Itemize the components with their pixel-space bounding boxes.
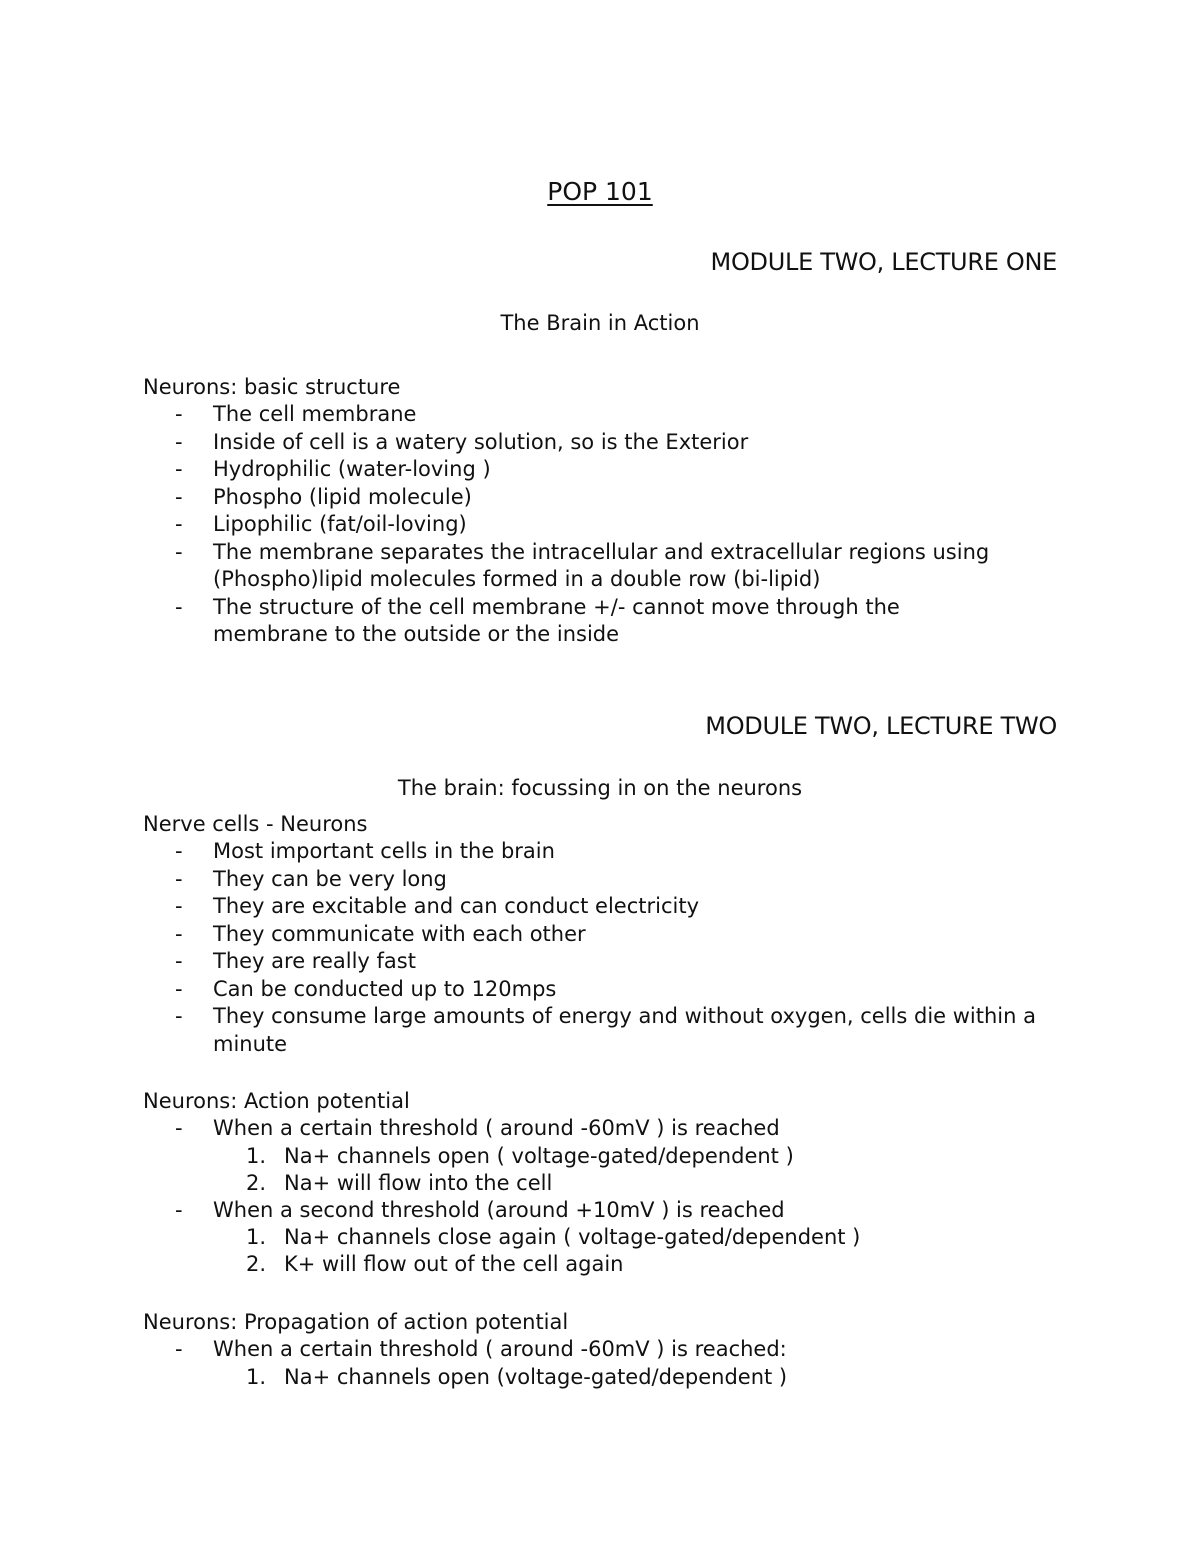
list-item: - Can be conducted up to 120mps <box>143 976 1063 1004</box>
step-number: 2. <box>246 1252 267 1276</box>
list-item: - When a second threshold (around +10mV ) is reached <box>143 1197 1063 1225</box>
step-number: 2. <box>246 1170 267 1195</box>
bullet-dash: - <box>175 539 183 564</box>
section-title: Neurons: Action potential <box>143 1089 410 1113</box>
list-item: - Phospho (lipid molecule) <box>143 484 1063 512</box>
bullet-dash: - <box>175 594 183 619</box>
bullet-dash: - <box>175 1116 183 1140</box>
bullet-dash: - <box>175 866 183 891</box>
numbered-step: 1. Na+ channels close again ( voltage-gated/dependent ) <box>246 1225 861 1249</box>
section-title: Neurons: Propagation of action potential <box>143 1310 569 1334</box>
list-item: - They communicate with each other <box>143 921 1063 949</box>
list-item: - Inside of cell is a watery solution, so is the Exterior <box>143 429 1063 457</box>
numbered-step: 1. Na+ channels open (voltage-gated/dependent ) <box>246 1364 788 1389</box>
list-item: - They consume large amounts of energy and without oxygen, cells die within a minute <box>175 1004 1036 1056</box>
bullet-dash: - <box>175 512 183 536</box>
list-item: - They are really fast <box>143 948 1063 976</box>
action-potential-section <box>143 1087 1063 1278</box>
bullet-dash: - <box>175 839 183 863</box>
list-item: - They are excitable and can conduct electricity <box>143 893 1063 921</box>
list-item: - Most important cells in the brain <box>143 838 1063 866</box>
lecture-two-subtitle: The brain: focussing in on the neurons <box>397 776 803 800</box>
bullet-dash: - <box>175 1004 183 1028</box>
list-item: - The structure of the cell membrane +/- cannot move through the membrane to the outside or the inside <box>175 594 900 646</box>
list-item: - The membrane separates the intracellular and extracellular regions using (Phospho)lipid molecules formed in a double row (bi-lipid) <box>175 539 990 591</box>
numbered-step: 2. K+ will flow out of the cell again <box>246 1252 624 1276</box>
bullet-dash: - <box>175 402 183 426</box>
step-number: 1. <box>246 1364 267 1389</box>
section-title: Nerve cells - Neurons <box>143 812 368 836</box>
list-item: - Lipophilic (fat/oil-loving) <box>143 511 1063 539</box>
bullet-dash: - <box>175 1337 183 1361</box>
bullet-dash: - <box>175 484 183 509</box>
bullet-dash: - <box>175 457 183 481</box>
nerve-cells-section <box>143 810 1063 1058</box>
list-item: - They can be very long <box>143 866 1063 894</box>
course-title: POP 101 <box>547 177 653 206</box>
list-item: - Hydrophilic (water-loving ) <box>143 456 1063 484</box>
bullet-dash: - <box>175 1197 183 1222</box>
step-number: 1. <box>246 1225 267 1249</box>
step-number: 1. <box>246 1143 267 1168</box>
basic-structure-section <box>143 373 1063 649</box>
section-title: Neurons: basic structure <box>143 375 401 399</box>
lecture-one-subtitle: The Brain in Action <box>500 311 700 335</box>
bullet-dash: - <box>175 429 183 454</box>
numbered-step: 1. Na+ channels open ( voltage-gated/dependent ) <box>246 1143 794 1168</box>
bullet-dash: - <box>175 949 183 973</box>
list-item: - When a certain threshold ( around -60mV ) is reached: <box>143 1336 1063 1364</box>
bullet-dash: - <box>175 921 183 946</box>
list-item: - When a certain threshold ( around -60mV ) is reached <box>143 1115 1063 1143</box>
bullet-dash: - <box>175 894 183 918</box>
lecture-two-heading: MODULE TWO, LECTURE TWO <box>705 712 1057 740</box>
propagation-section <box>143 1308 1063 1391</box>
numbered-step: 2. Na+ will flow into the cell <box>246 1170 553 1195</box>
bullet-dash: - <box>175 976 183 1001</box>
list-item: - The cell membrane <box>143 401 1063 429</box>
lecture-one-heading: MODULE TWO, LECTURE ONE <box>710 248 1057 276</box>
